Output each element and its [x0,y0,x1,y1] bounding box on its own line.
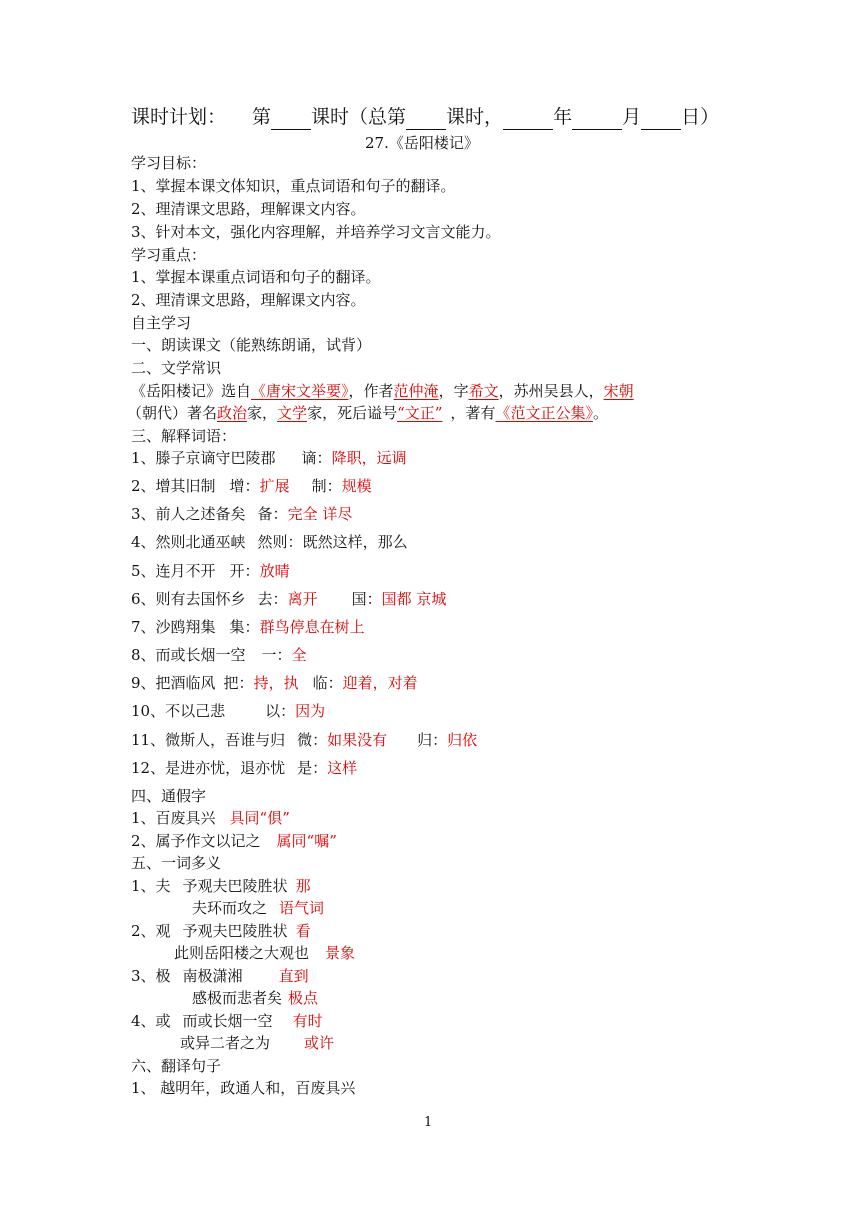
polysemy-sentence: 而或长烟一空 [182,1012,273,1030]
vocab-item [131,561,290,581]
total-lesson-blank[interactable] [406,109,446,130]
section-5-heading: 五、一词多义 [131,854,222,872]
goal-item: 1、掌握本课文体知识，重点词语和句子的翻译。 [131,177,456,195]
goal-item: 2、理清课文思路，理解课文内容。 [131,200,366,218]
vocab-answer: 放晴 [259,562,290,580]
header-ri: 日） [681,106,720,128]
vocab-item [131,730,477,750]
polysemy-answer: 景象 [325,944,356,962]
polysemy-answer: 或许 [304,1034,335,1052]
section-1-heading: 一、朗读课文（能熟练朗诵，试背） [131,336,372,354]
goals-heading: 学习目标： [131,154,207,172]
polysemy-sentence: 感极而悲者矣 [192,989,283,1007]
polysemy-word: 2、观 [131,922,171,940]
lesson-plan-label: 课时计划： [131,106,227,128]
vocab-key: 去： [257,590,288,608]
answer-works: 《范文正公集》 [495,404,593,422]
page-number: 1 [424,1115,433,1130]
vocab-key: 谪： [301,449,332,467]
text: ，作者 [348,382,394,400]
header-keshi2: 课时， [446,106,504,128]
vocab-item [131,504,352,524]
vocab-question: 11、微斯人，吾谁与归 [131,731,286,749]
vocab-question: 6、则有去国怀乡 [131,590,246,608]
header-nian: 年 [553,106,573,128]
literary-line-2 [127,403,608,423]
polysemy-sentence: 予观夫巴陵胜状 [182,922,288,940]
vocab-answer: 如果没有 [327,731,388,749]
year-blank[interactable] [503,109,553,130]
vocab-question: 7、沙鸥翔集 [131,618,216,636]
polysemy-item [131,1011,323,1031]
polysemy-sentence: 夫环而攻之 [192,899,268,917]
vocab-answer: 规模 [341,477,372,495]
vocab-item [131,476,372,496]
lesson-plan-header [131,104,719,130]
polysemy-subitem [174,943,355,963]
vocab-item [131,532,408,552]
vocab-key: 备： [257,505,288,523]
vocab-item [131,589,446,609]
section-6-heading: 六、翻译句子 [131,1057,222,1075]
polysemy-subitem [192,898,324,918]
text: 家， [247,404,278,422]
text: 。 [592,404,608,422]
polysemy-word: 4、或 [131,1012,171,1030]
text: ，著有 [450,404,496,422]
vocab-question: 8、而或长烟一空 [131,646,246,664]
answer-courtesy-name: 希文 [468,382,499,400]
vocab-question: 3、前人之述备矣 [131,505,246,523]
vocab-question: 2、增其旧制 [131,477,216,495]
focus-item: 2、理清课文思路，理解课文内容。 [131,291,366,309]
loan-question: 2、属予作文以记之 [131,832,261,850]
vocab-key: 把： [223,674,254,692]
vocab-item [131,645,307,665]
vocab-answer: 完全 详尽 [287,505,353,523]
vocab-question: 10、不以己悲 [131,702,226,720]
vocab-key: 国： [351,590,382,608]
section-3-heading: 三、解释词语： [131,427,237,445]
vocab-answer: 归依 [447,731,478,749]
polysemy-answer: 那 [295,877,311,895]
polysemy-answer: 看 [295,922,311,940]
vocab-key: 是： [297,759,328,777]
vocab-key: 临： [312,674,343,692]
loan-char-item [131,808,290,828]
polysemy-item [131,921,311,941]
literary-line-1 [131,381,634,401]
text: ，字 [438,382,469,400]
vocab-key: 集： [229,618,260,636]
vocab-item [131,617,365,637]
vocab-item [131,448,407,468]
focus-heading: 学习重点： [131,246,207,264]
header-di: 第 [252,106,272,128]
loan-char-item [131,831,337,851]
vocab-item [131,701,325,721]
answer-source: 《唐宋文举要》 [251,382,349,400]
self-study-heading: 自主学习 [131,314,192,332]
polysemy-subitem [192,988,318,1008]
section-4-heading: 四、通假字 [131,787,207,805]
vocab-answer: 持，执 [253,674,299,692]
vocab-answer: 群鸟停息在树上 [259,618,365,636]
loan-question: 1、百废具兴 [131,809,216,827]
polysemy-subitem [180,1033,334,1053]
text: （朝代）著名 [127,404,218,422]
answer-author: 范仲淹 [393,382,439,400]
answer-politics: 政治 [217,404,248,422]
focus-item: 1、掌握本课重点词语和句子的翻译。 [131,268,381,286]
polysemy-word: 3、极 [131,967,171,985]
polysemy-sentence: 南极潇湘 [182,967,243,985]
polysemy-answer: 语气词 [279,899,325,917]
polysemy-word: 1、夫 [131,877,171,895]
vocab-answer: 这样 [327,759,358,777]
polysemy-sentence: 予观夫巴陵胜状 [182,877,288,895]
vocab-answer: 降职，远调 [331,449,407,467]
section-2-heading: 二、文学常识 [131,359,222,377]
vocab-question: 5、连月不开 [131,562,216,580]
lesson-title: 27.《岳阳楼记》 [365,134,479,152]
vocab-key: 以： [265,702,296,720]
polysemy-sentence: 此则岳阳楼之大观也 [174,944,310,962]
header-keshi1: 课时（总第 [311,106,407,128]
answer-literature: 文学 [277,404,308,422]
vocab-key: 微： [297,731,328,749]
polysemy-answer: 有时 [292,1012,323,1030]
vocab-question: 12、是进亦忧，退亦忧 [131,759,286,777]
month-blank[interactable] [572,109,622,130]
text: 《岳阳楼记》选自 [131,382,252,400]
lesson-number-blank[interactable] [271,109,311,130]
vocab-answer: 扩展 [259,477,290,495]
answer-dynasty: 宋朝 [603,382,634,400]
vocab-key: 制： [311,477,342,495]
polysemy-item [131,966,309,986]
loan-answer: 具同“俱” [229,809,290,827]
vocab-answer: 迎着，对着 [342,674,418,692]
vocab-item [131,673,418,693]
loan-answer: 属同“嘱” [276,832,337,850]
vocab-item [131,758,357,778]
vocab-key: 一： [261,646,292,664]
polysemy-sentence: 或异二者之为 [180,1034,271,1052]
day-blank[interactable] [641,109,681,130]
polysemy-answer: 直到 [278,967,309,985]
polysemy-answer: 极点 [288,989,319,1007]
vocab-answer: 国都 京城 [381,590,447,608]
goal-item: 3、针对本文，强化内容理解，并培养学习文言文能力。 [131,223,501,241]
text: ，苏州吴县人， [498,382,604,400]
vocab-answer: 因为 [295,702,326,720]
vocab-key: 然则： [257,533,303,551]
translate-item: 1、 越明年，政通人和，百废具兴 [131,1079,356,1097]
header-yue: 月 [622,106,642,128]
vocab-answer: 离开 [287,590,318,608]
vocab-answer: 全 [291,646,307,664]
vocab-answer: 既然这样，那么 [302,533,408,551]
vocab-question: 4、然则北通巫峡 [131,533,246,551]
vocab-key: 开： [229,562,260,580]
vocab-key: 归： [417,731,448,749]
vocab-question: 9、把酒临风 [131,674,216,692]
text: 家，死后谥号 [307,404,398,422]
polysemy-item [131,876,311,896]
vocab-question: 1、滕子京谪守巴陵郡 [131,449,276,467]
vocab-key: 增： [229,477,260,495]
answer-posthumous-name: “文正” [397,404,443,422]
